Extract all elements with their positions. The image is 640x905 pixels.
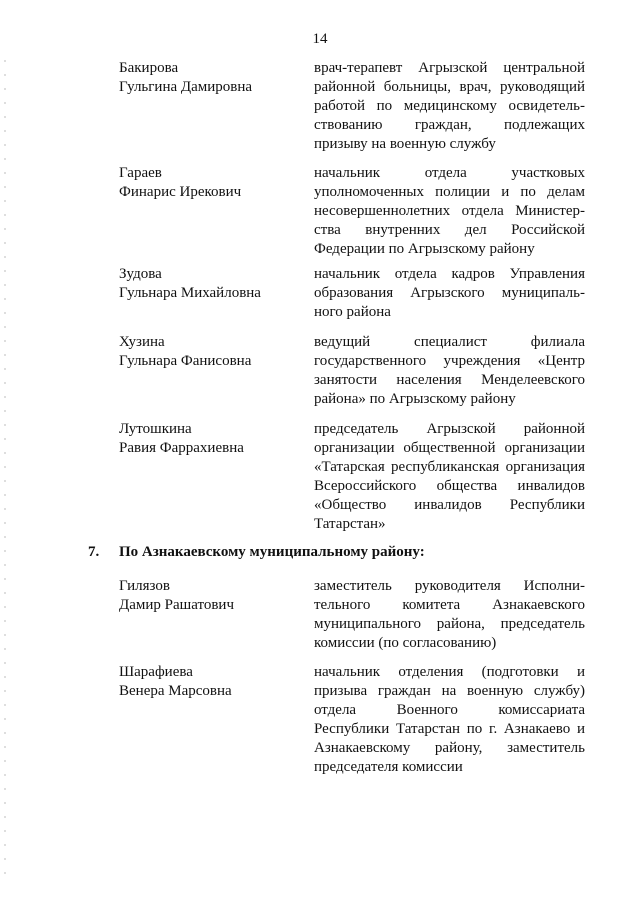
member-name [119, 663, 289, 701]
member-position [314, 420, 585, 534]
position-line: уполномоченных полиции и по делам [314, 184, 585, 200]
section-heading [88, 543, 425, 562]
position-line: начальник отдела участковых [314, 165, 585, 181]
position-line: тельного комитета Азнакаевского [314, 597, 585, 613]
member-name [119, 164, 289, 202]
member-name [119, 59, 289, 97]
member-position [314, 265, 585, 322]
member-name [119, 333, 289, 371]
position-line: призыву на военную службу [314, 136, 496, 152]
position-line: Татарстан» [314, 516, 386, 532]
position-line: государственного учреждения «Центр [314, 353, 585, 369]
position-line: Республики Татарстан по г. Азнакаево и [314, 721, 585, 737]
surname: Бакирова [119, 60, 179, 76]
position-line: «Татарская республиканская организация [314, 459, 585, 475]
position-line: работой по медицинскому освидетель- [314, 98, 585, 114]
position-line: образования Агрызского муниципаль- [314, 285, 585, 301]
given-names: Финарис Ирекович [119, 184, 242, 200]
member-position [314, 663, 585, 777]
position-line: председатель Агрызской районной [314, 421, 585, 437]
section-title: По Азнакаевскому муниципальному району: [119, 544, 425, 560]
given-names: Венера Марсовна [119, 683, 232, 699]
member-position [314, 59, 585, 154]
surname: Лутошкина [119, 421, 192, 437]
position-line: ствованию граждан, подлежащих [314, 117, 585, 133]
position-line: призыва граждан на военную службу) [314, 683, 585, 699]
position-line: Всероссийского общества инвалидов [314, 478, 585, 494]
given-names: Гульгина Дамировна [119, 79, 253, 95]
section-number: 7. [88, 544, 100, 560]
given-names: Равия Фаррахиевна [119, 440, 244, 456]
position-line: несовершеннолетних отдела Министер- [314, 203, 585, 219]
given-names: Гульнара Михайловна [119, 285, 261, 301]
member-name [119, 420, 289, 458]
position-line: врач-терапевт Агрызской центральной [314, 60, 585, 76]
position-line: организации общественной организации [314, 440, 585, 456]
member-name [119, 265, 289, 303]
member-position [314, 333, 585, 409]
surname: Хузина [119, 334, 165, 350]
position-line: Федерации по Агрызскому району [314, 241, 535, 257]
position-line: заместитель руководителя Исполни- [314, 578, 585, 594]
position-line: муниципального района, председатель [314, 616, 585, 632]
member-position [314, 164, 585, 259]
page-number: 14 [312, 31, 328, 47]
position-line: занятости населения Менделеевского [314, 372, 585, 388]
position-line: ведущий специалист филиала [314, 334, 585, 350]
surname: Гараев [119, 165, 162, 181]
member-name [119, 577, 289, 615]
position-line: района» по Агрызскому району [314, 391, 516, 407]
position-line: районной больницы, врач, руководящий [314, 79, 585, 95]
given-names: Гульнара Фанисовна [119, 353, 252, 369]
given-names: Дамир Рашатович [119, 597, 234, 613]
position-line: начальник отдела кадров Управления [314, 266, 585, 282]
position-line: отдела Военного комиссариата [314, 702, 585, 718]
position-line: председателя комиссии [314, 759, 463, 775]
position-line: ного района [314, 304, 391, 320]
surname: Шарафиева [119, 664, 193, 680]
position-line: комиссии (по согласованию) [314, 635, 497, 651]
surname: Гилязов [119, 578, 170, 594]
position-line: «Общество инвалидов Республики [314, 497, 585, 513]
position-line: начальник отделения (подготовки и [314, 664, 585, 680]
member-position [314, 577, 585, 653]
surname: Зудова [119, 266, 162, 282]
scan-margin-marks [4, 60, 6, 880]
position-line: Азнакаевскому району, заместитель [314, 740, 585, 756]
position-line: ства внутренних дел Российской [314, 222, 585, 238]
